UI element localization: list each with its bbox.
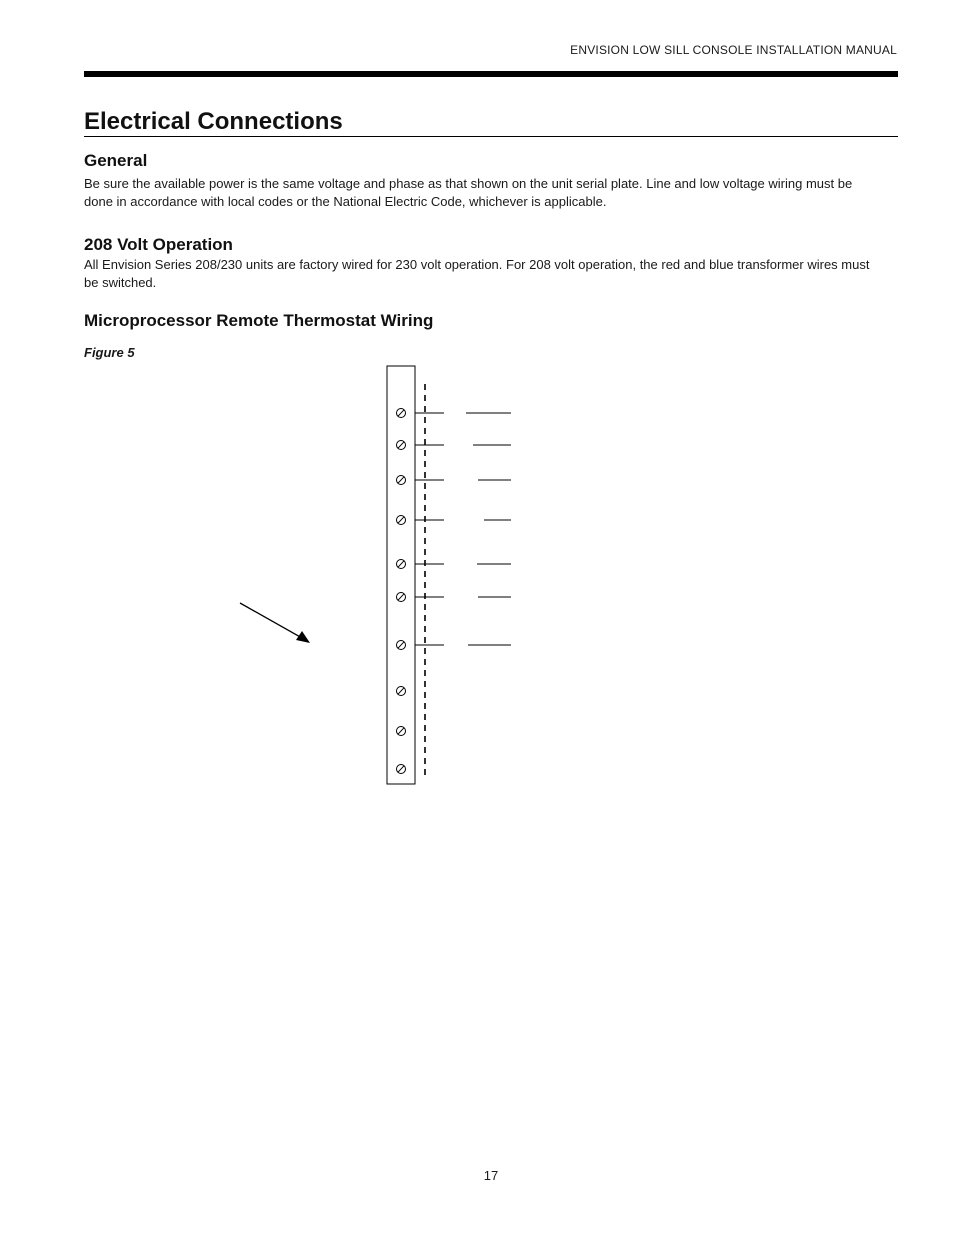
screw-terminal-icon xyxy=(397,641,406,650)
figure-label: Figure 5 xyxy=(84,345,135,360)
general-paragraph: Be sure the available power is the same voltage and phase as that shown on the unit serial plate. Line and low voltage wiring must be done in accordance with local codes or the National Electric Code, whichever is applicable. xyxy=(84,176,853,209)
screw-slot xyxy=(398,688,404,694)
pointer-arrow-shaft xyxy=(240,603,302,638)
screw-slot xyxy=(398,766,404,772)
volt208-heading: 208 Volt Operation xyxy=(84,235,233,254)
screw-slot xyxy=(398,410,404,416)
screw-slot xyxy=(398,594,404,600)
screw-slot xyxy=(398,477,404,483)
screw-terminal-icon xyxy=(397,409,406,418)
screw-terminal-icon xyxy=(397,560,406,569)
terminal-group xyxy=(397,409,512,774)
screw-terminal-icon xyxy=(397,441,406,450)
screw-slot xyxy=(398,442,404,448)
screw-terminal-icon xyxy=(397,687,406,696)
page-header: ENVISION LOW SILL CONSOLE INSTALLATION MANUAL xyxy=(570,43,897,57)
section-title: Electrical Connections xyxy=(84,108,898,137)
page-number: 17 xyxy=(483,1168,499,1183)
screw-terminal-icon xyxy=(397,476,406,485)
screw-terminal-icon xyxy=(397,765,406,774)
screw-slot xyxy=(398,561,404,567)
screw-slot xyxy=(398,517,404,523)
pointer-arrow-head xyxy=(296,631,310,643)
screw-terminal-icon xyxy=(397,593,406,602)
header-rule xyxy=(84,71,898,77)
volt208-paragraph: All Envision Series 208/230 units are factory wired for 230 volt operation. For 208 volt operation, the red and blue transformer wires must be switched. xyxy=(84,257,870,290)
screw-terminal-icon xyxy=(397,727,406,736)
general-heading: General xyxy=(84,151,148,170)
terminal-strip xyxy=(387,366,415,784)
screw-slot xyxy=(398,728,404,734)
screw-terminal-icon xyxy=(397,516,406,525)
screw-slot xyxy=(398,642,404,648)
thermostat-wiring-heading: Microprocessor Remote Thermostat Wiring xyxy=(84,311,434,330)
